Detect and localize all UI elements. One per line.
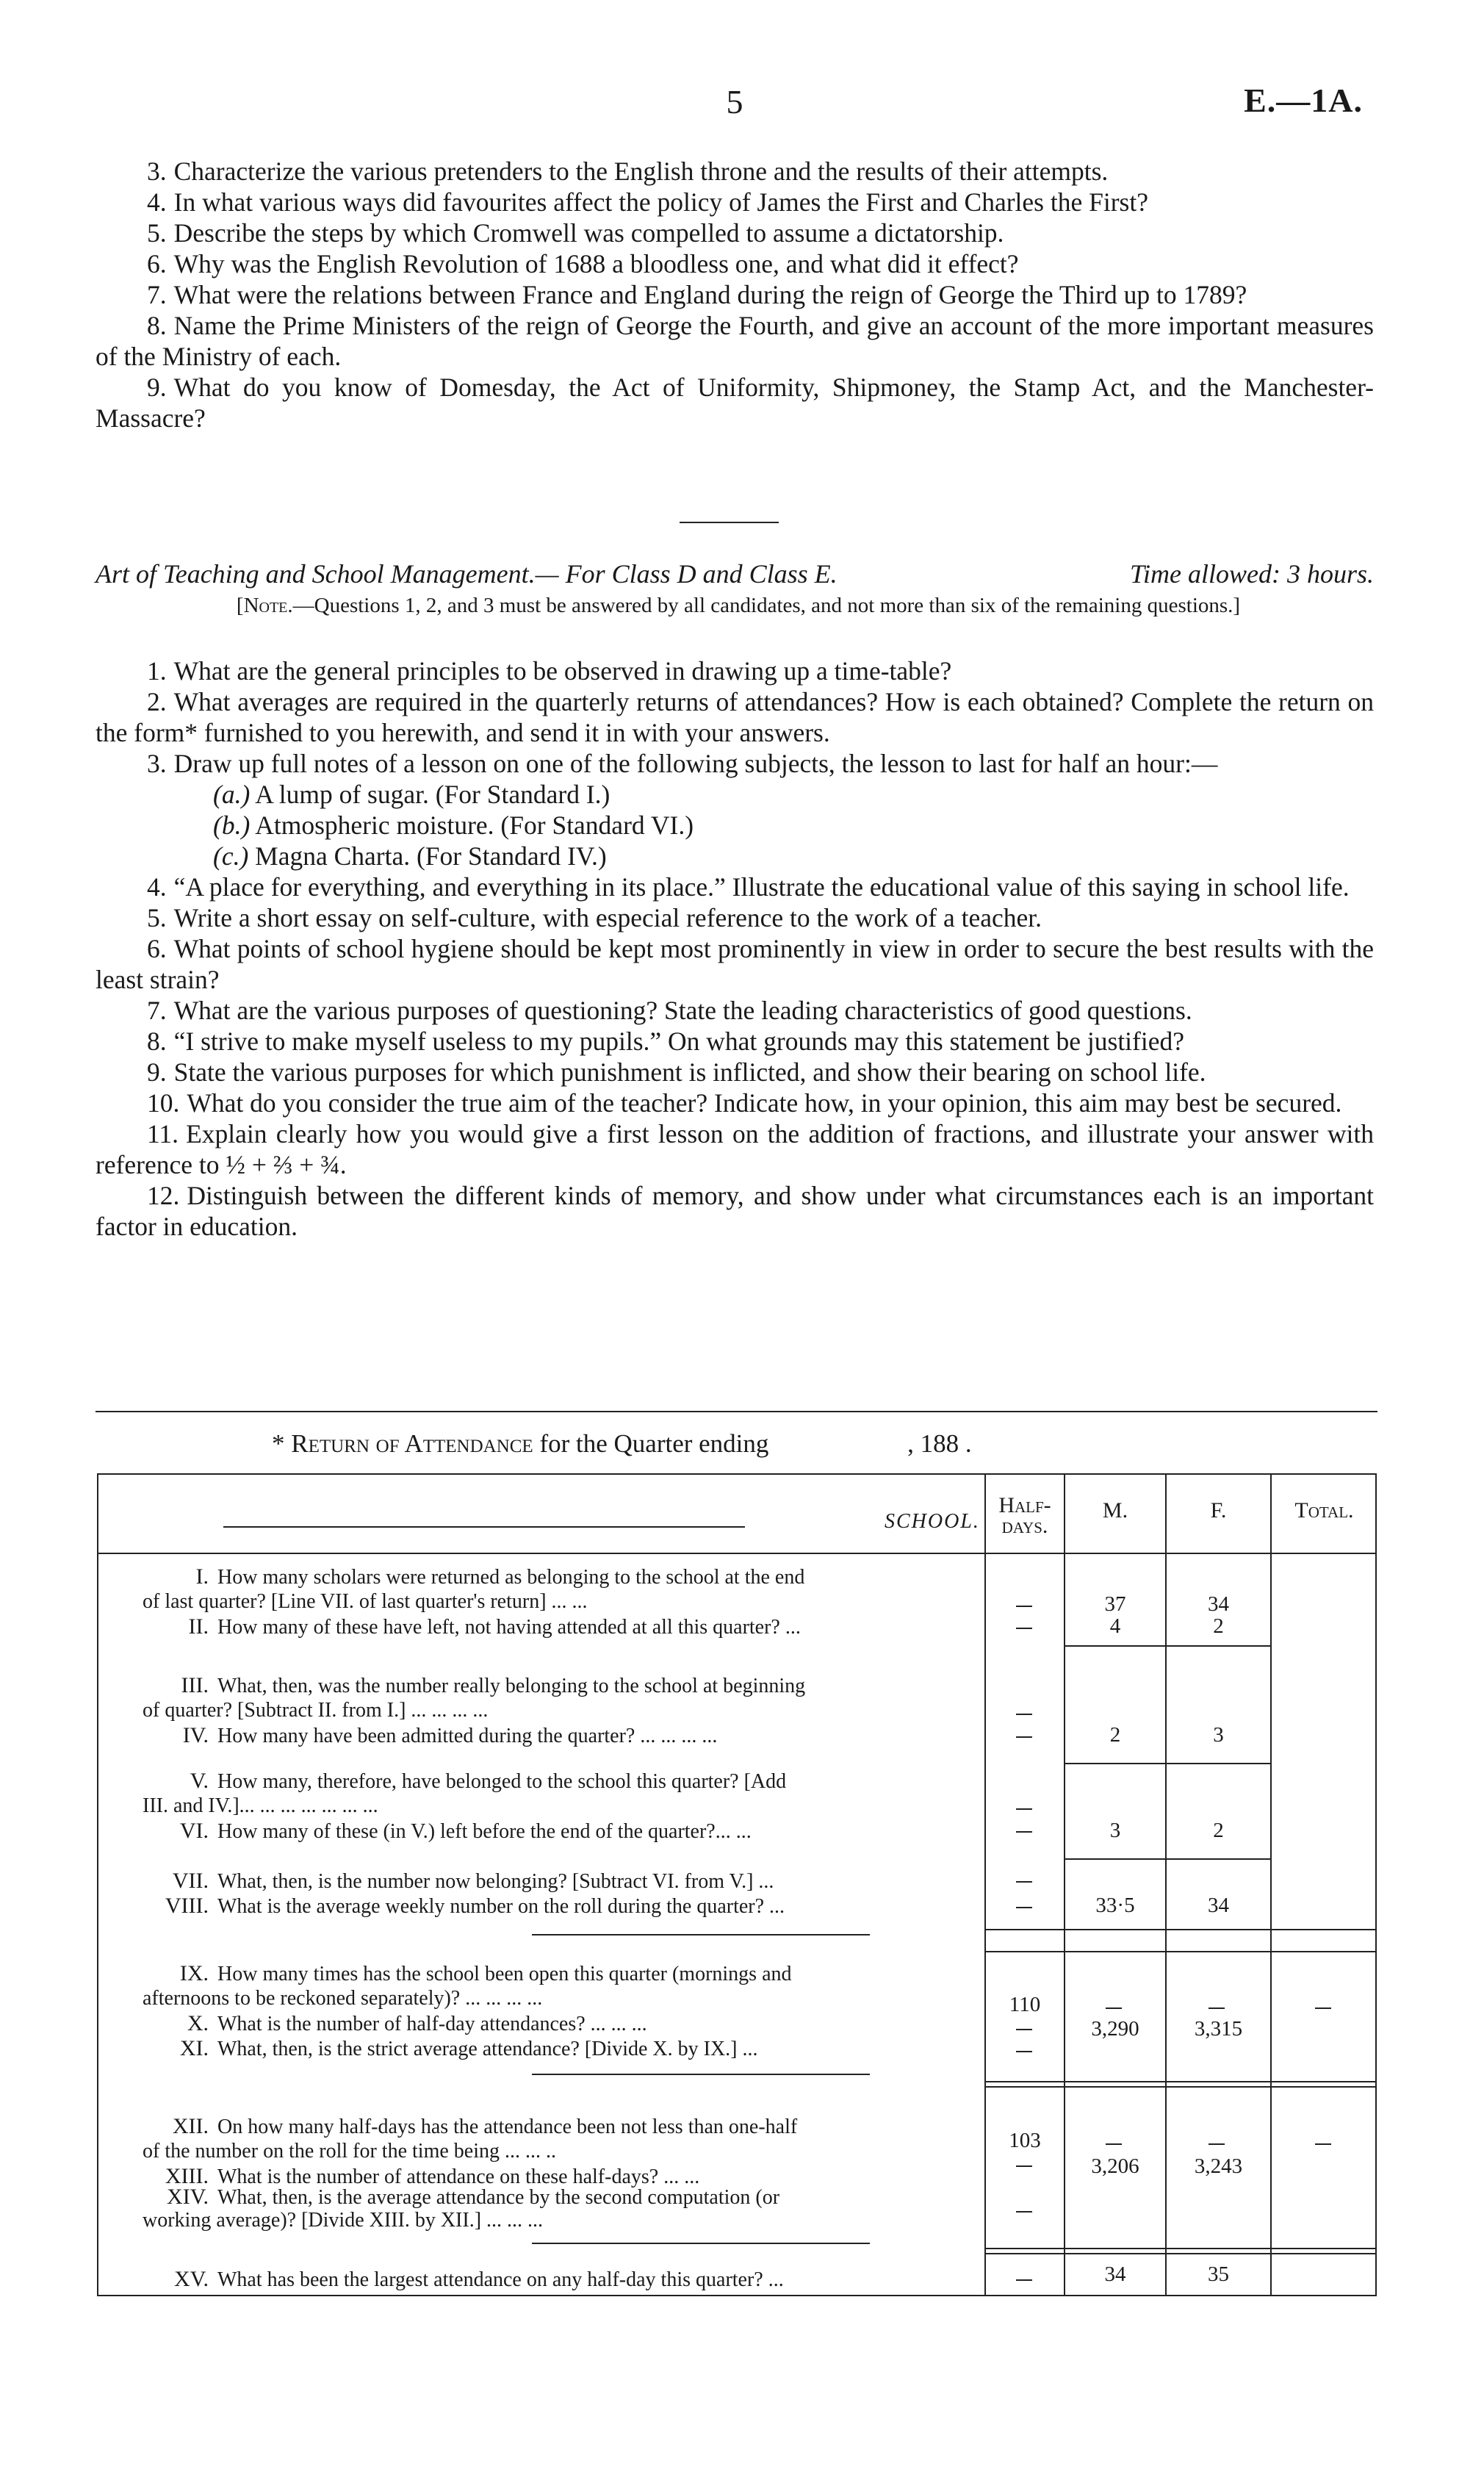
block-rule <box>532 2243 870 2244</box>
dash-mark <box>1209 2143 1225 2145</box>
subject-item: (b.) Atmospheric moisture. (For Standard VI.) <box>213 810 694 840</box>
dash-mark <box>1016 2211 1032 2213</box>
dash-mark <box>1315 2007 1331 2009</box>
header-divider <box>98 1553 1375 1554</box>
block-rule <box>984 1951 1377 1952</box>
value-m: 33·5 <box>1095 1894 1135 1917</box>
question: 6. What points of school hygiene should be kept most prominently in view in order to secure the best results with the least strain? <box>96 934 1374 994</box>
table-row-cont: of last quarter? [Line VII. of last quarter's return] ... ... <box>143 1590 588 1613</box>
subtotal-rule <box>1065 1858 1270 1860</box>
dash-mark <box>1016 1808 1032 1810</box>
question: 5. Write a short essay on self-culture, with especial reference to the work of a teacher. <box>147 903 1042 932</box>
question: 9. What do you know of Domesday, the Act of Uniformity, Shipmoney, the Stamp Act, and the Manchester-Massacre? <box>96 373 1374 433</box>
value-m: 3 <box>1109 1819 1121 1842</box>
m-header: M. <box>1102 1498 1128 1523</box>
question: 8. “I strive to make myself useless to my pupils.” On what grounds may this statement be justified? <box>147 1027 1184 1056</box>
history-questions <box>96 156 1374 434</box>
question: 12. Distinguish between the different kinds of memory, and show under what circumstances each is an important factor in education. <box>96 1181 1374 1241</box>
value-m: 34 <box>1104 2262 1126 2286</box>
table-row: VIII. What is the average weekly number on the roll during the quarter? ... <box>165 1894 785 1918</box>
table-row: IV. How many have been admitted during the quarter? ... ... ... ... <box>182 1723 718 1747</box>
table-row: V. How many, therefore, have belonged to the school this quarter? [Add <box>190 1769 787 1793</box>
question: 2. What averages are required in the quarterly returns of attendances? How is each obtained? Complete the return on the form* furnished to you herewith, and send it in with your answers. <box>96 687 1374 747</box>
total-header: Total. <box>1294 1498 1354 1523</box>
table-row: XII. On how many half-days has the attendance been not less than one-half <box>172 2114 798 2138</box>
question: 9. State the various purposes for which punishment is inflicted, and show their bearing on school life. <box>147 1057 1206 1087</box>
half-days-header: Half-days. <box>998 1493 1051 1538</box>
subtotal-rule <box>1065 1763 1270 1764</box>
page-number: 5 <box>726 83 743 121</box>
table-row: I. How many scholars were returned as belonging to the school at the end <box>195 1564 805 1589</box>
question: 5. Describe the steps by which Cromwell was compelled to assume a dictatorship. <box>147 218 1004 248</box>
value-f: 2 <box>1213 1614 1224 1638</box>
dash-mark <box>1016 1628 1032 1629</box>
block-rule <box>532 1934 870 1935</box>
subject-item: (a.) A lump of sugar. (For Standard I.) <box>213 780 610 809</box>
question: 4. “A place for everything, and everything in its place.” Illustrate the educational value of this saying in school life. <box>147 872 1350 902</box>
value-f: 35 <box>1208 2262 1229 2286</box>
table-row: VI. How many of these (in V.) left before the end of the quarter?... ... <box>179 1819 752 1843</box>
subtotal-rule <box>1065 1645 1270 1647</box>
dash-mark <box>1016 2029 1032 2030</box>
table-row: IX. How many times has the school been open this quarter (mornings and <box>179 1961 792 1985</box>
block-rule <box>984 1929 1377 1930</box>
question: 1. What are the general principles to be observed in drawing up a time-table? <box>147 656 952 686</box>
block-rule <box>984 2248 1377 2249</box>
dash-mark <box>1016 1881 1032 1883</box>
question: 11. Explain clearly how you would give a first lesson on the addition of fractions, and illustrate your answer with reference to ½ + ⅔ + ¾. <box>96 1119 1374 1179</box>
value-f: 2 <box>1213 1819 1224 1842</box>
value-m: 2 <box>1109 1723 1121 1747</box>
section-divider <box>680 522 779 523</box>
value-m: 3,290 <box>1091 2017 1139 2041</box>
table-row: XIII. What is the number of attendance on these half-days? ... ... <box>165 2164 700 2188</box>
table-row: XV. What has been the largest attendance on any half-day this quarter? ... <box>174 2267 784 2291</box>
section-divider <box>96 1411 1377 1412</box>
block-rule <box>532 2074 870 2075</box>
value-f: 34 <box>1208 1894 1229 1917</box>
dash-mark <box>1016 1831 1032 1833</box>
dash-mark <box>1315 2143 1331 2145</box>
return-title: * Return of Attendance for the Quarter ending , 188 . <box>272 1429 972 1458</box>
dash-mark <box>1106 2143 1122 2145</box>
teaching-questions <box>96 655 1374 1242</box>
table-row: II. How many of these have left, not having attended at all this quarter? ... <box>188 1614 801 1639</box>
dash-mark <box>1016 1736 1032 1738</box>
question: 10. What do you consider the true aim of the teacher? Indicate how, in your opinion, this aim may best be secured. <box>147 1088 1342 1118</box>
question: 3. Characterize the various pretenders to the English throne and the results of their attempts. <box>147 157 1109 186</box>
section-note: [Note.—Questions 1, 2, and 3 must be answered by all candidates, and not more than six of the remaining questions.] <box>236 594 1241 617</box>
value-half-days: 103 <box>1009 2129 1041 2152</box>
school-name-line <box>223 1526 745 1528</box>
value-f: 3,243 <box>1194 2154 1243 2178</box>
dash-mark <box>1016 2165 1032 2167</box>
value-f: 3 <box>1213 1723 1224 1747</box>
table-row-cont: of quarter? [Subtract II. from I.] ... ... ... ... <box>143 1699 489 1722</box>
table-row: XI. What, then, is the strict average attendance? [Divide X. by IX.] ... <box>179 2036 758 2060</box>
question: 6. Why was the English Revolution of 1688 a bloodless one, and what did it effect? <box>147 249 1019 278</box>
question: 8. Name the Prime Ministers of the reign of George the Fourth, and give an account of the more important measures of the Ministry of each. <box>96 311 1374 371</box>
dash-mark <box>1016 1606 1032 1607</box>
value-m: 4 <box>1109 1614 1121 1638</box>
section-title: Art of Teaching and School Management.— For Class D and Class E. Time allowed: 3 hours. <box>96 559 1374 589</box>
table-row-cont: afternoons to be reckoned separately)? ... ... ... ... <box>143 1987 543 2010</box>
question: 7. What were the relations between France and England during the reign of George the Third up to 1789? <box>147 280 1247 309</box>
question: 7. What are the various purposes of questioning? State the leading characteristics of good questions. <box>147 996 1192 1025</box>
dash-mark <box>1016 1907 1032 1908</box>
value-m: 37 <box>1104 1592 1126 1616</box>
value-m: 3,206 <box>1091 2154 1139 2178</box>
question: 4. In what various ways did favourites affect the policy of James the First and Charles the First? <box>147 187 1148 217</box>
table-row: VII. What, then, is the number now belonging? [Subtract VI. from V.] ... <box>172 1869 774 1893</box>
value-f: 34 <box>1208 1592 1229 1616</box>
block-rule <box>984 2253 1377 2254</box>
value-half-days: 110 <box>1009 1993 1041 2016</box>
dash-mark <box>1016 2279 1032 2281</box>
time-allowed: Time allowed: 3 hours. <box>1129 559 1374 589</box>
table-row: X. What is the number of half-day attendances? ... ... ... <box>187 2011 647 2035</box>
block-rule <box>984 2086 1377 2088</box>
f-header: F. <box>1210 1498 1227 1523</box>
table-row-cont: III. and IV.]... ... ... ... ... ... ... <box>143 1794 378 1817</box>
dash-mark <box>1209 2007 1225 2009</box>
value-f: 3,315 <box>1194 2017 1243 2041</box>
column-divider <box>1270 1475 1272 2295</box>
subject-item: (c.) Magna Charta. (For Standard IV.) <box>213 841 607 871</box>
school-header: SCHOOL. <box>885 1510 980 1533</box>
dash-mark <box>1016 1714 1032 1715</box>
document-code: E.—1A. <box>1244 82 1363 119</box>
block-rule <box>984 2081 1377 2082</box>
dash-mark <box>1016 2051 1032 2052</box>
attendance-return-table <box>97 1473 1377 2296</box>
question: 3. Draw up full notes of a lesson on one of the following subjects, the lesson to last for half an hour:— <box>147 749 1218 778</box>
table-row: XIV. What, then, is the average attendance by the second computation (or <box>167 2185 780 2209</box>
table-row-cont: of the number on the roll for the time being ... ... .. <box>143 2140 556 2163</box>
table-row: III. What, then, was the number really belonging to the school at beginning <box>181 1673 806 1697</box>
table-row-cont: working average)? [Divide XIII. by XII.] ... ... ... <box>143 2209 544 2232</box>
dash-mark <box>1106 2007 1122 2009</box>
